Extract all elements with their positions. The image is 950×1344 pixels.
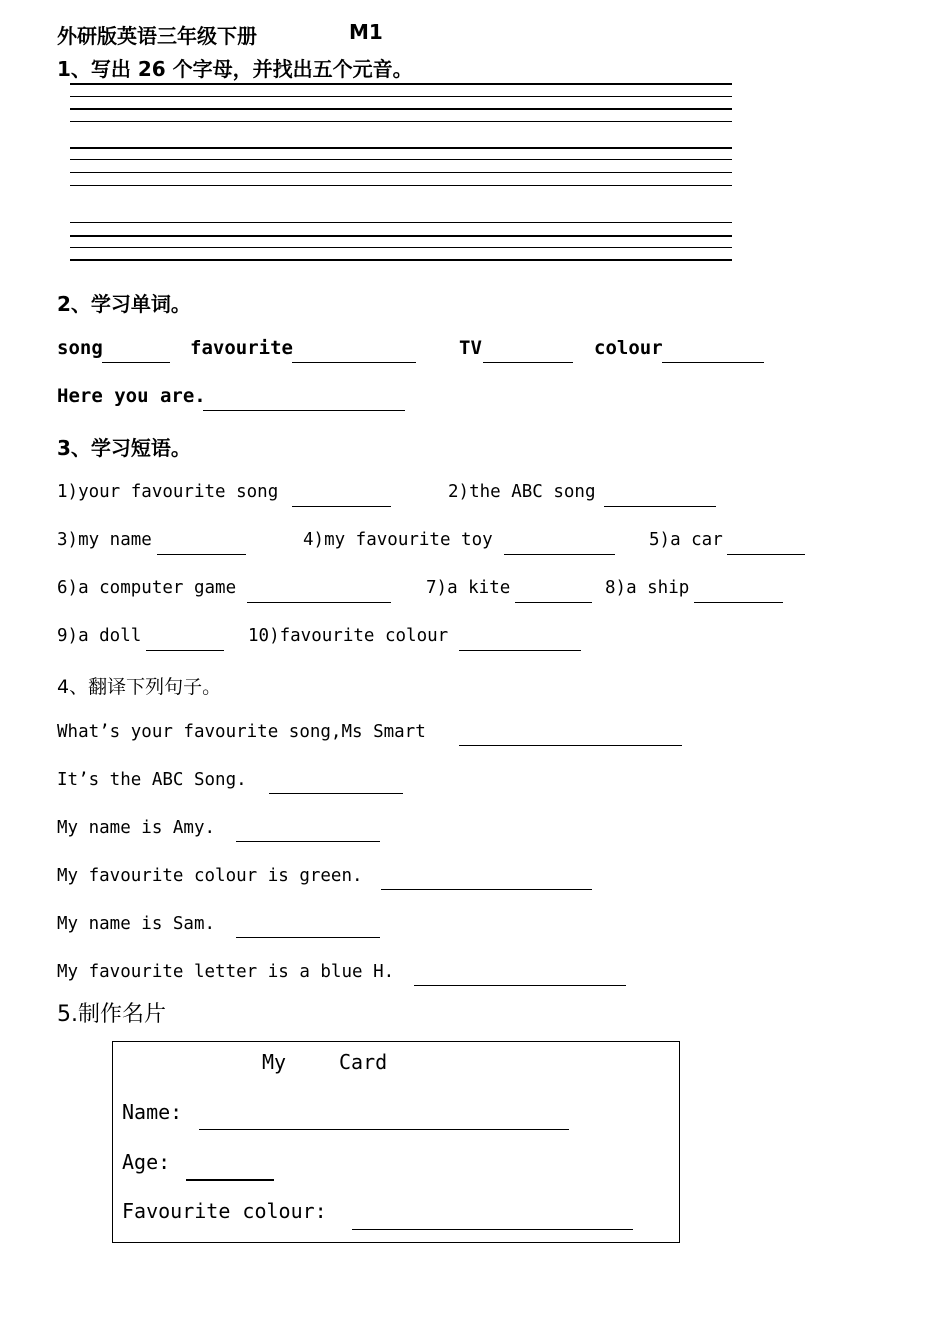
word-colour: colour [594,337,663,359]
section-4-title: 4、翻译下列句子。 [57,676,222,698]
answer-blank-phrase-4[interactable] [504,554,615,555]
answer-blank-phrase-6[interactable] [247,602,391,603]
sentence-2: It’s the ABC Song. [57,770,247,790]
sentence-5: My name is Sam. [57,914,216,934]
answer-blank-phrase-1[interactable] [292,506,391,507]
phrase-item-2: 2)the ABC song [448,482,596,502]
phrase-here-you-are: Here you are. [57,385,206,407]
phrase-item-3: 3)my name [57,530,152,550]
section-1-title: 1、写出 26 个字母，并找出五个元音。 [57,57,413,81]
answer-blank-phrase-3[interactable] [157,554,246,555]
word-song: song [57,337,103,359]
answer-blank-phrase-8[interactable] [694,602,783,603]
writing-rule [70,121,732,122]
writing-rule [70,96,732,97]
phrase-item-5: 5)a car [649,530,723,550]
writing-rule [70,108,732,110]
writing-rule [70,185,732,186]
answer-blank-favourite[interactable] [292,362,416,363]
phrase-item-4: 4)my favourite toy [303,530,493,550]
phrase-item-10: 10)favourite colour [248,626,449,646]
answer-blank-phrase-9[interactable] [146,650,224,651]
writing-rule [70,235,732,237]
answer-blank-sentence-1[interactable] [459,745,682,746]
phrase-item-9: 9)a doll [57,626,142,646]
answer-blank-sentence-2[interactable] [269,793,403,794]
module-label: M1 [349,20,383,44]
card-name-blank[interactable] [199,1129,569,1130]
answer-blank-phrase-2[interactable] [604,506,716,507]
answer-blank-phrase-10[interactable] [459,650,581,651]
section-2-title: 2、学习单词。 [57,292,191,316]
writing-rule [70,147,732,149]
worksheet-title: 外研版英语三年级下册 [57,24,257,48]
phrase-item-6: 6)a computer game [57,578,237,598]
writing-rule [70,247,732,248]
card-title-my: My [262,1050,287,1074]
answer-blank-song[interactable] [102,362,170,363]
phrase-item-1: 1)your favourite song [57,482,279,502]
writing-rule [70,222,732,223]
sentence-6: My favourite letter is a blue H. [57,962,395,982]
word-tv: TV [459,337,482,359]
section-3-title: 3、学习短语。 [57,436,191,460]
answer-blank-sentence-4[interactable] [381,889,592,890]
writing-rule [70,159,732,160]
card-name-label: Name: [122,1100,183,1124]
phrase-item-7: 7)a kite [426,578,511,598]
card-colour-blank[interactable] [352,1229,633,1230]
writing-rule [70,259,732,261]
card-colour-label: Favourite colour: [122,1199,327,1223]
card-title-card: Card [339,1050,388,1074]
answer-blank-sentence-5[interactable] [236,937,380,938]
answer-blank-sentence-3[interactable] [236,841,380,842]
writing-rule [70,172,732,173]
answer-blank-here-you-are[interactable] [203,410,405,411]
name-card [112,1041,680,1243]
answer-blank-phrase-5[interactable] [727,554,805,555]
answer-blank-colour[interactable] [662,362,764,363]
answer-blank-sentence-6[interactable] [414,985,626,986]
sentence-3: My name is Amy. [57,818,216,838]
card-age-label: Age: [122,1150,171,1174]
section-5-title: 5.制作名片 [57,1002,166,1027]
sentence-4: My favourite colour is green. [57,866,363,886]
phrase-item-8: 8)a ship [605,578,690,598]
word-favourite: favourite [190,337,293,359]
card-age-blank[interactable] [186,1179,274,1181]
writing-rule [70,83,732,85]
answer-blank-phrase-7[interactable] [515,602,592,603]
answer-blank-tv[interactable] [483,362,573,363]
sentence-1: What’s your favourite song,Ms Smart [57,722,426,742]
